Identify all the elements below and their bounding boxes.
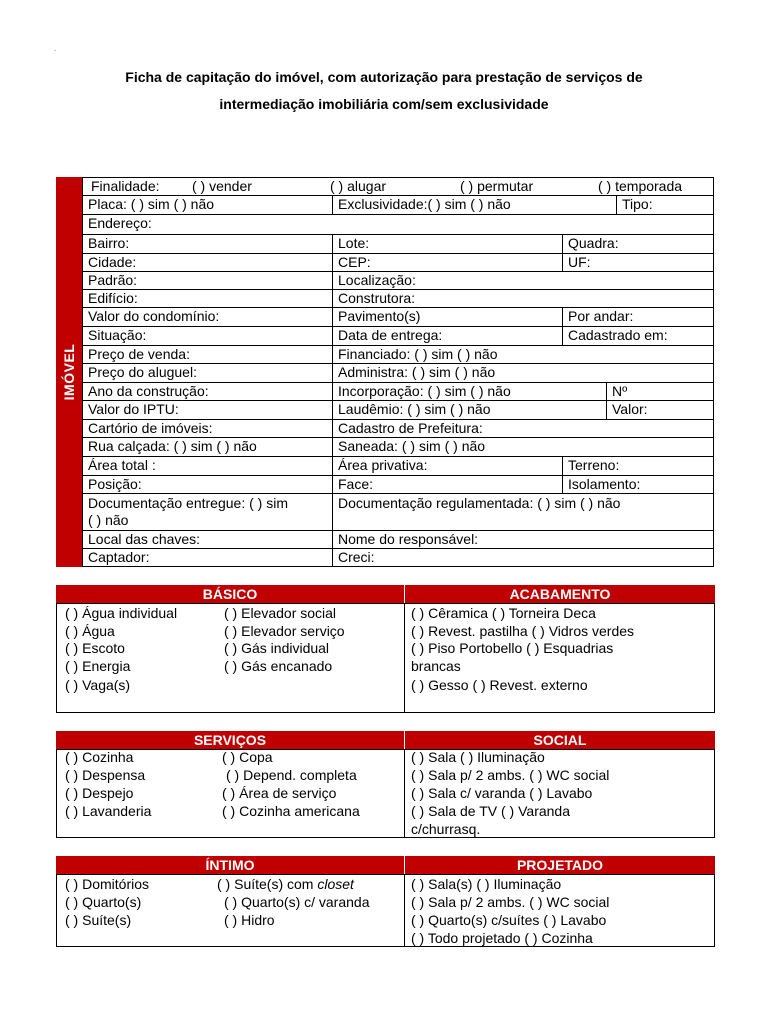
- basico-item[interactable]: ( ) Gás individual: [224, 640, 330, 656]
- basico-item[interactable]: ( ) Água individual: [65, 605, 178, 621]
- servicos-item[interactable]: ( ) Despejo: [65, 785, 134, 801]
- construtora-field[interactable]: Construtora:: [338, 290, 416, 306]
- servicos-item[interactable]: ( ) Despensa: [65, 767, 146, 783]
- acabamento-item-wrap: brancas: [411, 658, 461, 674]
- exclusividade-field[interactable]: Exclusividade:( ) sim ( ) não: [338, 196, 511, 212]
- servicos-item[interactable]: ( ) Cozinha americana: [222, 803, 360, 819]
- social-header: SOCIAL: [405, 731, 715, 749]
- captador-field[interactable]: Captador:: [88, 549, 150, 565]
- finalidade-permutar-checkbox[interactable]: ( ) permutar: [460, 178, 534, 194]
- projetado-header: PROJETADO: [405, 856, 715, 874]
- bairro-field[interactable]: Bairro:: [88, 235, 130, 251]
- saneada-field[interactable]: Saneada: ( ) sim ( ) não: [338, 438, 486, 454]
- servicos-header: SERVIÇOS: [56, 731, 404, 749]
- numero-field[interactable]: Nº: [612, 383, 628, 399]
- property-form-table: [82, 177, 714, 567]
- servicos-item[interactable]: ( ) Área de serviço: [222, 785, 337, 801]
- padrao-field[interactable]: Padrão:: [88, 272, 138, 288]
- area-total-field[interactable]: Área total :: [88, 457, 156, 473]
- valor-iptu-field[interactable]: Valor do IPTU:: [88, 401, 179, 417]
- doc-regulamentada-field[interactable]: Documentação regulamentada: ( ) sim ( ) não: [338, 495, 621, 511]
- finalidade-temporada-checkbox[interactable]: ( ) temporada: [598, 178, 683, 194]
- isolamento-field[interactable]: Isolamento:: [568, 476, 641, 492]
- valor-condominio-field[interactable]: Valor do condomínio:: [88, 308, 220, 324]
- placa-field[interactable]: Placa: ( ) sim ( ) não: [88, 196, 215, 212]
- nome-responsavel-field[interactable]: Nome do responsável:: [338, 531, 479, 547]
- projetado-item[interactable]: ( ) Sala p/ 2 ambs. ( ) WC social: [411, 894, 610, 910]
- data-entrega-field[interactable]: Data de entrega:: [338, 327, 443, 343]
- localizacao-field[interactable]: Localização:: [338, 272, 416, 288]
- endereco-field[interactable]: Endereço:: [88, 215, 152, 231]
- face-field[interactable]: Face:: [338, 476, 374, 492]
- social-item[interactable]: ( ) Sala p/ 2 ambs. ( ) WC social: [411, 767, 610, 783]
- basico-item[interactable]: ( ) Elevador social: [224, 605, 337, 621]
- creci-field[interactable]: Creci:: [338, 549, 375, 565]
- acabamento-item[interactable]: ( ) Revest. pastilha ( ) Vidros verdes: [411, 623, 635, 639]
- preco-aluguel-field[interactable]: Preço do aluguel:: [88, 364, 197, 380]
- edificio-field[interactable]: Edifício:: [88, 290, 138, 306]
- page-title-line-1: Ficha de capitação do imóvel, com autorização para prestação de serviços de: [125, 69, 643, 85]
- projetado-item[interactable]: ( ) Sala(s) ( ) Iluminação: [411, 876, 562, 892]
- pavimento-field[interactable]: Pavimento(s): [338, 308, 421, 324]
- ano-construcao-field[interactable]: Ano da construção:: [88, 383, 209, 399]
- social-item[interactable]: ( ) Sala c/ varanda ( ) Lavabo: [411, 785, 593, 801]
- servicos-item[interactable]: ( ) Depend. completa: [226, 767, 357, 783]
- financiado-field[interactable]: Financiado: ( ) sim ( ) não: [338, 346, 498, 362]
- por-andar-field[interactable]: Por andar:: [568, 308, 634, 324]
- basico-item[interactable]: ( ) Escoto: [65, 640, 125, 656]
- local-chaves-field[interactable]: Local das chaves:: [88, 531, 201, 547]
- imovel-side-label: IMÓVEL: [61, 343, 77, 401]
- posicao-field[interactable]: Posição:: [88, 476, 142, 492]
- cidade-field[interactable]: Cidade:: [88, 254, 137, 270]
- situacao-field[interactable]: Situação:: [88, 327, 147, 343]
- finalidade-vender-checkbox[interactable]: ( ) vender: [192, 178, 252, 194]
- preco-venda-field[interactable]: Preço de venda:: [88, 346, 190, 362]
- basico-item[interactable]: ( ) Energia: [65, 658, 131, 674]
- cep-field[interactable]: CEP:: [338, 254, 371, 270]
- terreno-field[interactable]: Terreno:: [568, 457, 620, 473]
- servicos-item[interactable]: ( ) Cozinha: [65, 749, 134, 765]
- intimo-item[interactable]: ( ) Quarto(s): [65, 894, 142, 910]
- intimo-item-text: ( ) Suíte(s) com: [217, 876, 318, 892]
- basico-item[interactable]: ( ) Água: [65, 623, 115, 639]
- lote-field[interactable]: Lote:: [338, 235, 370, 251]
- basico-item[interactable]: ( ) Elevador serviço: [224, 623, 345, 639]
- cartorio-field[interactable]: Cartório de imóveis:: [88, 420, 213, 436]
- projetado-item[interactable]: ( ) Quarto(s) c/suítes ( ) Lavabo: [411, 912, 607, 928]
- finalidade-alugar-checkbox[interactable]: ( ) alugar: [330, 178, 387, 194]
- intimo-item-closet: closet: [317, 876, 354, 892]
- social-item[interactable]: ( ) Sala ( ) Iluminação: [411, 749, 545, 765]
- quadra-field[interactable]: Quadra:: [568, 235, 619, 251]
- basico-item[interactable]: ( ) Gás encanado: [224, 658, 333, 674]
- acabamento-item[interactable]: ( ) Gesso ( ) Revest. externo: [411, 677, 588, 693]
- area-privativa-field[interactable]: Área privativa:: [338, 457, 428, 473]
- social-item[interactable]: ( ) Sala de TV ( ) Varanda: [411, 803, 570, 819]
- basico-header: BÁSICO: [56, 585, 404, 603]
- intimo-item[interactable]: ( ) Hidro: [224, 912, 275, 928]
- intimo-header: ÍNTIMO: [56, 856, 404, 874]
- intimo-item[interactable]: ( ) Suíte(s): [65, 912, 132, 928]
- rua-calcada-field[interactable]: Rua calçada: ( ) sim ( ) não: [88, 438, 257, 454]
- acabamento-header: ACABAMENTO: [405, 585, 715, 603]
- intimo-item[interactable]: [217, 876, 354, 893]
- social-item-wrap: c/churrasq.: [411, 821, 481, 837]
- servicos-item[interactable]: ( ) Lavanderia: [65, 803, 152, 819]
- stray-dot: .: [54, 44, 57, 53]
- finalidade-label: Finalidade:: [91, 178, 160, 194]
- incorporacao-field[interactable]: Incorporação: ( ) sim ( ) não: [338, 383, 511, 399]
- page-title-line-2: intermediação imobiliária com/sem exclusividade: [219, 96, 549, 112]
- basico-item[interactable]: ( ) Vaga(s): [65, 677, 131, 693]
- cadastrado-em-field[interactable]: Cadastrado em:: [568, 327, 668, 343]
- cadastro-prefeitura-field[interactable]: Cadastro de Prefeitura:: [338, 420, 483, 436]
- tipo-field[interactable]: Tipo:: [622, 196, 653, 212]
- projetado-item[interactable]: ( ) Todo projetado ( ) Cozinha: [411, 930, 593, 946]
- uf-field[interactable]: UF:: [568, 254, 591, 270]
- acabamento-item[interactable]: ( ) Cêramica ( ) Torneira Deca: [411, 605, 596, 621]
- administra-field[interactable]: Administra: ( ) sim ( ) não: [338, 364, 496, 380]
- doc-entregue-nao-checkbox[interactable]: ( ) não: [88, 512, 129, 528]
- laudemio-field[interactable]: Laudêmio: ( ) sim ( ) não: [338, 401, 491, 417]
- imovel-side-bar: [56, 177, 82, 567]
- doc-entregue-field[interactable]: Documentação entregue: ( ) sim: [88, 495, 288, 511]
- intimo-item[interactable]: ( ) Domitórios: [65, 876, 150, 892]
- acabamento-item[interactable]: ( ) Piso Portobello ( ) Esquadrias: [411, 640, 614, 656]
- intimo-item[interactable]: ( ) Quarto(s) c/ varanda: [224, 894, 370, 910]
- valor-field[interactable]: Valor:: [612, 401, 648, 417]
- servicos-item[interactable]: ( ) Copa: [222, 749, 273, 765]
